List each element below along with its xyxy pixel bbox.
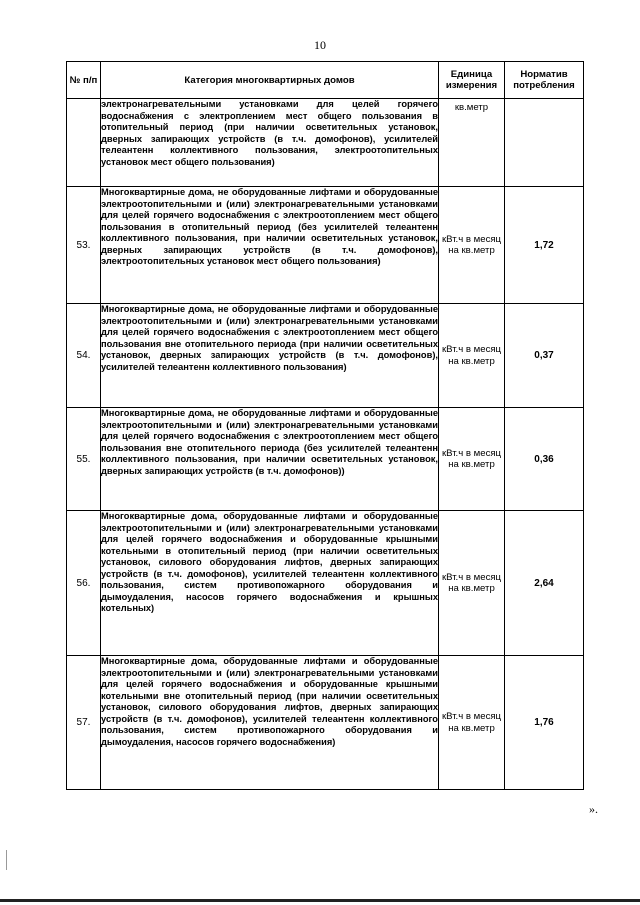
row-norm [505,99,584,187]
row-unit: кВт.ч в месяц на кв.метр [439,408,505,511]
page-number: 10 [314,38,326,52]
row-category: Многоквартирные дома, не оборудованные лифтами и оборудованные электроотопительными и (или) электронагревательными установками для целей горячего водоснабжения с электроотоплением мест общего пользования вне отопительного периода (без усилителей телеантенн коллективного пользования, при наличии осветительных установок, дверных запирающих устройств (в т.ч. домофонов)) [101,408,439,511]
row-unit: кВт.ч в месяц на кв.метр [439,511,505,656]
row-num: 55. [67,408,101,511]
row-norm: 0,36 [505,408,584,511]
row-category: электронагревательными установками для целей горячего водоснабжения с электроплением мест общего пользования в отопительный период (при наличии осветительных установок, дверных запирающих устройств (в т.ч. домофонов), усилителей телеантенн коллективного пользования, электроотопительных установок мест общего пользования) [101,99,439,187]
row-num: 57. [67,656,101,790]
norms-table [66,61,584,790]
row-unit: кВт.ч в месяц на кв.метр [439,304,505,408]
row-category: Многоквартирные дома, оборудованные лифтами и оборудованные электроотопительными и (или) электронагревательными установками для целей горячего водоснабжения и оборудованные крышными котельными в отопительный период (при наличии осветительных установок, силового оборудования лифтов, дверных запирающих устройств (в т.ч. домофонов), усилителей телеантенн коллективного пользования, систем противопожарного оборудования и дымоудаления, насосов горячего водоснабжения и крышных котельных) [101,511,439,656]
scan-bottom-edge [0,899,640,902]
table-row [67,656,584,790]
row-category: Многоквартирные дома, не оборудованные лифтами и оборудованные электроотопительными и (или) электронагревательными установками для целей горячего водоснабжения с электроотоплением мест общего пользования вне отопительного периода (при наличии осветительных установок, дверных запирающих устройств (в т.ч. домофонов), усилителей телеантенн коллективного пользования) [101,304,439,408]
row-norm: 2,64 [505,511,584,656]
table-header-row [67,62,584,99]
row-num: 56. [67,511,101,656]
row-norm: 1,76 [505,656,584,790]
header-unit: Единица измерения [439,62,505,99]
table-row [67,304,584,408]
header-num: № п/п [67,62,101,99]
row-num [67,99,101,187]
row-unit: кВт.ч в месяц на кв.метр [439,656,505,790]
row-norm: 1,72 [505,187,584,304]
closing-quote: ». [589,802,598,816]
row-category: Многоквартирные дома, оборудованные лифтами и оборудованные электроотопительными и (или) электронагревательными установками для целей горячего водоснабжения и оборудованные крышными котельными вне отопительный период (при наличии осветительных установок, силового оборудования лифтов, дверных запирающих устройств (в т.ч. домофонов), усилителей телеантенн коллективного пользования, систем противопожарного оборудования и дымоудаления, насосов горячего водоснабжения) [101,656,439,790]
row-num: 53. [67,187,101,304]
table-row [67,408,584,511]
margin-mark [6,850,7,870]
row-category: Многоквартирные дома, не оборудованные лифтами и оборудованные электроотопительными и (или) электронагревательными установками для целей горячего водоснабжения с электроотоплением мест общего пользования в отопительный период (без усилителей телеантенн коллективного пользования, при наличии осветительных установок, дверных запирающих устройств (в т.ч. домофонов), электроотопительных установок мест общего пользования) [101,187,439,304]
table-row [67,511,584,656]
header-category: Категория многоквартирных домов [101,62,439,99]
table-row [67,187,584,304]
header-norm: Норматив потребления [505,62,584,99]
table-row [67,99,584,187]
row-norm: 0,37 [505,304,584,408]
row-unit: кв.метр [439,99,505,187]
row-unit: кВт.ч в месяц на кв.метр [439,187,505,304]
row-num: 54. [67,304,101,408]
